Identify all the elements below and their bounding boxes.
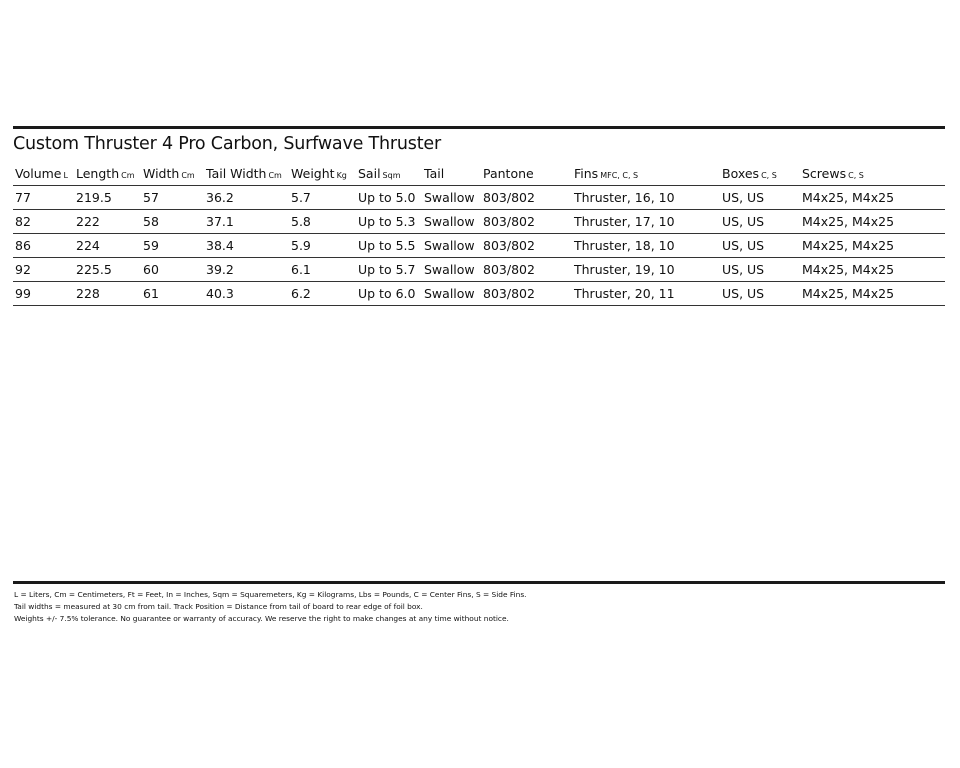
cell-width: 59 [141,234,204,258]
column-header-volume: Volume L [13,161,74,186]
column-header-tail-width: Tail Width Cm [204,161,289,186]
cell-boxes: US, US [720,282,800,306]
column-header-width: Width Cm [141,161,204,186]
cell-tail: Swallow [422,258,481,282]
column-header-fins: Fins MFC, C, S [572,161,720,186]
column-header-sail: Sail Sqm [356,161,422,186]
cell-sail: Up to 5.5 [356,234,422,258]
cell-screws: M4x25, M4x25 [800,234,945,258]
cell-length: 224 [74,234,141,258]
cell-length: 225.5 [74,258,141,282]
cell-screws: M4x25, M4x25 [800,282,945,306]
table-row [13,186,945,210]
cell-boxes: US, US [720,258,800,282]
column-header-weight: Weight Kg [289,161,356,186]
cell-tail-width: 37.1 [204,210,289,234]
cell-pantone: 803/802 [481,186,572,210]
cell-width: 57 [141,186,204,210]
table-row [13,282,945,306]
cell-tail-width: 40.3 [204,282,289,306]
column-header-tail: Tail [422,161,481,186]
cell-tail: Swallow [422,282,481,306]
cell-fins: Thruster, 17, 10 [572,210,720,234]
cell-fins: Thruster, 18, 10 [572,234,720,258]
cell-width: 58 [141,210,204,234]
spec-table [13,161,945,306]
column-header-length: Length Cm [74,161,141,186]
cell-fins: Thruster, 20, 11 [572,282,720,306]
cell-volume: 99 [13,282,74,306]
footnote-line: L = Liters, Cm = Centimeters, Ft = Feet, In = Inches, Sqm = Squaremeters, Kg = Kilograms, Lbs = Pounds, C = Center Fins, S = Side Fins. [14,590,527,599]
cell-volume: 86 [13,234,74,258]
page-title: Custom Thruster 4 Pro Carbon, Surfwave Thruster [13,134,441,154]
cell-sail: Up to 5.7 [356,258,422,282]
cell-tail: Swallow [422,234,481,258]
cell-volume: 82 [13,210,74,234]
bottom-divider [13,581,945,584]
cell-boxes: US, US [720,186,800,210]
cell-screws: M4x25, M4x25 [800,186,945,210]
cell-pantone: 803/802 [481,282,572,306]
column-header-boxes: Boxes C, S [720,161,800,186]
cell-weight: 6.2 [289,282,356,306]
footnotes [14,589,527,625]
cell-tail-width: 38.4 [204,234,289,258]
cell-fins: Thruster, 16, 10 [572,186,720,210]
cell-length: 222 [74,210,141,234]
cell-screws: M4x25, M4x25 [800,258,945,282]
cell-pantone: 803/802 [481,234,572,258]
cell-sail: Up to 5.0 [356,186,422,210]
cell-sail: Up to 5.3 [356,210,422,234]
footnote-line: Weights +/- 7.5% tolerance. No guarantee or warranty of accuracy. We reserve the right to make changes at any time without notice. [14,614,509,623]
cell-pantone: 803/802 [481,210,572,234]
cell-volume: 77 [13,186,74,210]
cell-width: 61 [141,282,204,306]
column-header-screws: Screws C, S [800,161,945,186]
cell-weight: 5.8 [289,210,356,234]
cell-pantone: 803/802 [481,258,572,282]
cell-weight: 5.9 [289,234,356,258]
footnote-line: Tail widths = measured at 30 cm from tail. Track Position = Distance from tail of board to rear edge of foil box. [14,602,423,611]
cell-sail: Up to 6.0 [356,282,422,306]
cell-boxes: US, US [720,210,800,234]
top-divider [13,126,945,129]
cell-fins: Thruster, 19, 10 [572,258,720,282]
cell-weight: 6.1 [289,258,356,282]
cell-volume: 92 [13,258,74,282]
table-row [13,210,945,234]
cell-weight: 5.7 [289,186,356,210]
cell-tail-width: 39.2 [204,258,289,282]
cell-screws: M4x25, M4x25 [800,210,945,234]
table-row [13,234,945,258]
table-row [13,258,945,282]
cell-length: 228 [74,282,141,306]
table-header-row [13,161,945,186]
cell-width: 60 [141,258,204,282]
cell-boxes: US, US [720,234,800,258]
column-header-pantone: Pantone [481,161,572,186]
cell-tail: Swallow [422,186,481,210]
cell-length: 219.5 [74,186,141,210]
cell-tail-width: 36.2 [204,186,289,210]
cell-tail: Swallow [422,210,481,234]
